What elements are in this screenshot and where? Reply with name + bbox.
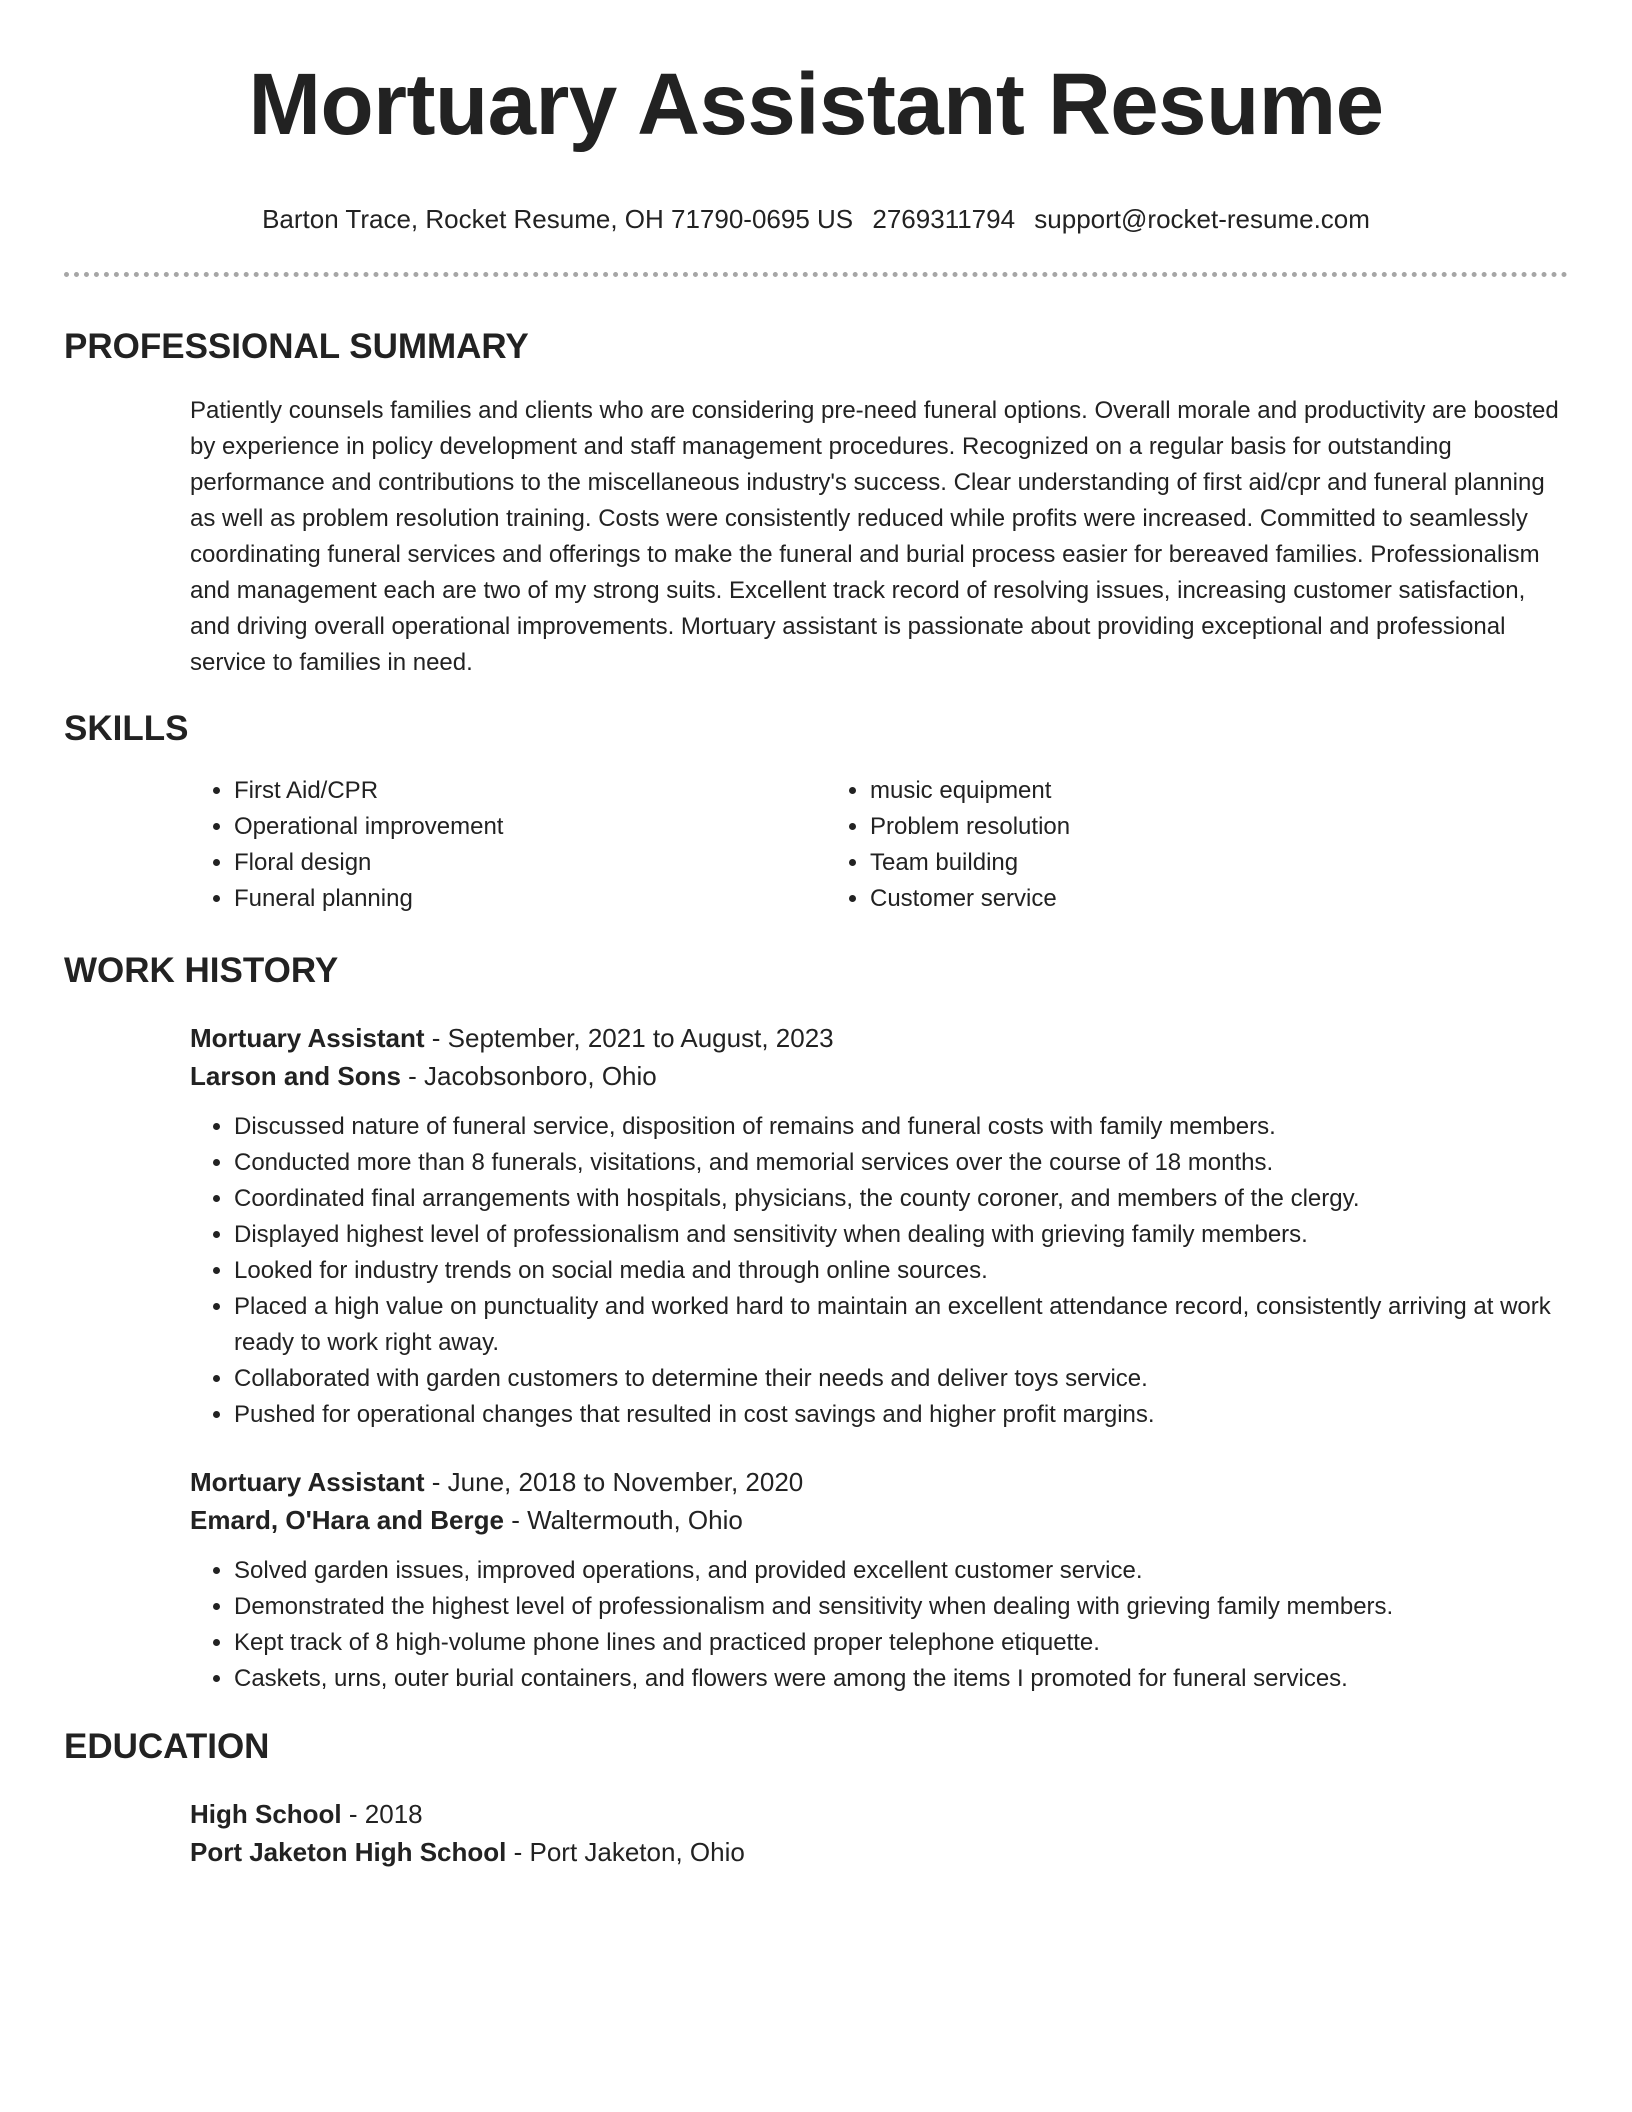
job-bullets <box>190 1553 1568 1697</box>
job-bullet: • Kept track of 8 high-volume phone lines and practiced proper telephone etiquette. <box>234 1625 1568 1661</box>
job-bullet: • Solved garden issues, improved operations, and provided excellent customer service. <box>234 1553 1568 1589</box>
contact-line <box>64 202 1568 236</box>
job-bullet: • Pushed for operational changes that resulted in cost savings and higher profit margins. <box>234 1397 1568 1433</box>
job-role: Mortuary Assistant <box>190 1467 425 1497</box>
job-location: - Waltermouth, Ohio <box>503 1505 743 1535</box>
header-divider <box>64 272 1568 277</box>
job-bullet: • Discussed nature of funeral service, disposition of remains and funeral costs with family members. <box>234 1109 1568 1145</box>
job-bullet: • Displayed highest level of professionalism and sensitivity when dealing with grieving family members. <box>234 1217 1568 1253</box>
job-dates: - September, 2021 to August, 2023 <box>424 1023 834 1053</box>
skill-item: • music equipment <box>870 773 1462 809</box>
education-school-line <box>190 1833 1568 1871</box>
job-bullet: • Demonstrated the highest level of professionalism and sensitivity when dealing with grieving family members. <box>234 1589 1568 1625</box>
summary-text: Patiently counsels families and clients who are considering pre-need funeral options. Overall morale and productivity are boosted by experience in policy development and staff management procedures. Recognized on a regular basis for outstanding performance and contributions to the miscellaneous industry's success. Clear understanding of first aid/cpr and funeral planning as well as problem resolution training. Costs were consistently reduced while profits were increased. Committed to seamlessly coordinating funeral services and offerings to make the funeral and burial process easier for bereaved families. Professionalism and management each are two of my strong suits. Excellent track record of resolving issues, increasing customer satisfaction, and driving overall operational improvements. Mortuary assistant is passionate about providing exceptional and professional service to families in need. <box>190 397 1559 676</box>
job-bullets <box>190 1109 1568 1433</box>
skill-item: • Floral design <box>234 845 826 881</box>
job-bullet: • Caskets, urns, outer burial containers, and flowers were among the items I promoted for funeral services. <box>234 1661 1568 1697</box>
job-role: Mortuary Assistant <box>190 1023 425 1053</box>
education-school: Port Jaketon High School <box>190 1837 507 1867</box>
contact-address: Barton Trace, Rocket Resume, OH 71790-0695 US <box>262 204 854 234</box>
education-year: - 2018 <box>341 1799 423 1829</box>
skill-item: • Problem resolution <box>870 809 1462 845</box>
job-company: Larson and Sons <box>190 1061 401 1091</box>
skills-list <box>190 773 1568 917</box>
summary-heading: PROFESSIONAL SUMMARY <box>64 327 529 366</box>
skill-item: • Operational improvement <box>234 809 826 845</box>
skills-heading: SKILLS <box>64 709 189 748</box>
job-company-line <box>190 1057 1568 1095</box>
education-degree: High School <box>190 1799 342 1829</box>
job-bullet: • Collaborated with garden customers to determine their needs and deliver toys service. <box>234 1361 1568 1397</box>
job-dates: - June, 2018 to November, 2020 <box>424 1467 804 1497</box>
work-heading: WORK HISTORY <box>64 951 339 990</box>
job-company-line <box>190 1501 1568 1539</box>
skill-item: • Customer service <box>870 881 1462 917</box>
contact-phone: 2769311794 <box>872 204 1016 234</box>
skill-item: • Team building <box>870 845 1462 881</box>
education-entry <box>190 1795 1568 1871</box>
job-bullet: • Conducted more than 8 funerals, visitations, and memorial services over the course of 18 months. <box>234 1145 1568 1181</box>
skill-item: • First Aid/CPR <box>234 773 826 809</box>
education-degree-line <box>190 1795 1568 1833</box>
page-title: Mortuary Assistant Resume <box>248 56 1384 153</box>
education-location: - Port Jaketon, Ohio <box>506 1837 745 1867</box>
contact-email: support@rocket-resume.com <box>1034 204 1370 234</box>
job-bullet: • Looked for industry trends on social media and through online sources. <box>234 1253 1568 1289</box>
skills-column-left <box>190 773 826 917</box>
job-title-line <box>190 1019 1568 1057</box>
skill-item: • Funeral planning <box>234 881 826 917</box>
skills-column-right <box>826 773 1462 917</box>
job-bullet: • Placed a high value on punctuality and worked hard to maintain an excellent attendance record, consistently arriving at work ready to work right away. <box>234 1289 1568 1361</box>
education-heading: EDUCATION <box>64 1727 270 1766</box>
job-entry <box>190 1463 1568 1697</box>
job-company: Emard, O'Hara and Berge <box>190 1505 504 1535</box>
job-bullet: • Coordinated final arrangements with hospitals, physicians, the county coroner, and members of the clergy. <box>234 1181 1568 1217</box>
job-title-line <box>190 1463 1568 1501</box>
job-location: - Jacobsonboro, Ohio <box>400 1061 657 1091</box>
job-entry <box>190 1019 1568 1433</box>
